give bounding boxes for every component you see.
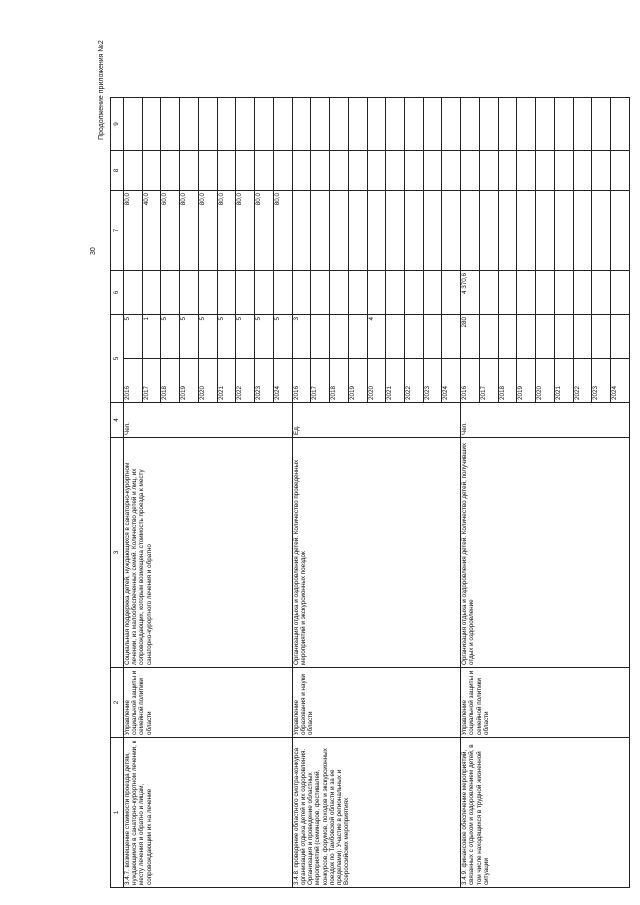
- value-cell: [292, 270, 311, 314]
- value-cell: [386, 190, 405, 270]
- empty-cell: [479, 97, 498, 150]
- table-row: [292, 97, 311, 887]
- appendix-note: Продолжение приложения №2: [98, 40, 105, 140]
- empty-cell: [442, 150, 461, 190]
- value-cell: [536, 314, 555, 358]
- value-cell: 5: [161, 314, 180, 358]
- value-cell: [536, 270, 555, 314]
- value-cell: 5: [236, 314, 255, 358]
- empty-cell: [592, 150, 611, 190]
- value-cell: [330, 314, 349, 358]
- empty-cell: [330, 97, 349, 150]
- value-cell: [573, 314, 592, 358]
- year-cell: 2018: [498, 359, 517, 403]
- empty-cell: [405, 97, 424, 150]
- page-number: 30: [90, 247, 97, 255]
- value-cell: 80,0: [236, 190, 255, 270]
- empty-cell: [255, 97, 274, 150]
- header-cell: 5: [111, 314, 124, 402]
- year-cell: 2019: [517, 359, 536, 403]
- value-cell: 80,0: [180, 190, 199, 270]
- value-cell: [161, 270, 180, 314]
- value-cell: [386, 314, 405, 358]
- empty-cell: [273, 150, 292, 190]
- header-cell: 3: [111, 438, 124, 668]
- year-cell: 2020: [536, 359, 555, 403]
- empty-cell: [386, 150, 405, 190]
- value-cell: 1: [142, 314, 161, 358]
- value-cell: [142, 270, 161, 314]
- empty-cell: [198, 150, 217, 190]
- empty-cell: [536, 97, 555, 150]
- value-cell: [517, 314, 536, 358]
- value-cell: [498, 270, 517, 314]
- year-cell: 2016: [124, 359, 143, 403]
- year-cell: 2023: [255, 359, 274, 403]
- value-cell: [124, 270, 143, 314]
- activity-cell: 3.4.7. возмещение стоимости проезда детям, нуждающимся в санаторно-курортном лечении, к месту лечения и обратно и лицам, сопровождающим их на лечение: [124, 738, 293, 888]
- empty-cell: [423, 97, 442, 150]
- value-cell: [273, 270, 292, 314]
- empty-cell: [217, 97, 236, 150]
- activity-cell: 3.4.8. проведение областного смотра-конкурса организаций отдыха детей и их оздоровления. Организация и проведение областных мероприятий (семинаров, фестивалей, конкурсов, форумов, походов и экскурсионных поездок по Тамбовской области и за ее пределами). Участие в региональных и Всероссийских мероприятиях: [292, 738, 461, 888]
- value-cell: [554, 270, 573, 314]
- empty-cell: [292, 97, 311, 150]
- value-cell: [386, 270, 405, 314]
- empty-cell: [292, 150, 311, 190]
- value-cell: [442, 314, 461, 358]
- value-cell: [442, 270, 461, 314]
- value-cell: [311, 314, 330, 358]
- year-cell: 2024: [611, 359, 630, 403]
- year-cell: 2020: [198, 359, 217, 403]
- empty-cell: [142, 97, 161, 150]
- year-cell: 2024: [273, 359, 292, 403]
- value-cell: 5: [198, 314, 217, 358]
- value-cell: [554, 314, 573, 358]
- empty-cell: [517, 97, 536, 150]
- value-cell: 5: [124, 314, 143, 358]
- empty-cell: [442, 97, 461, 150]
- executor-cell: Управление социальной защиты и семейной политики области: [124, 668, 293, 738]
- indicator-cell: Социальная поддержка детей, нуждающихся в санаторно-курортном лечении, из малообеспеченных семей. Количество детей и лиц, их сопровождающих, которым возмещена стоимость проезда к месту санаторно-курортного лечения и обратно: [124, 438, 293, 668]
- value-cell: [255, 270, 274, 314]
- empty-cell: [554, 150, 573, 190]
- value-cell: [479, 270, 498, 314]
- value-cell: [573, 190, 592, 270]
- value-cell: 5: [217, 314, 236, 358]
- year-cell: 2022: [236, 359, 255, 403]
- header-cell: 4: [111, 403, 124, 438]
- value-cell: [348, 190, 367, 270]
- value-cell: [330, 270, 349, 314]
- value-cell: 80,0: [217, 190, 236, 270]
- executor-cell: Управление социальной защиты и семейной политики области: [461, 668, 630, 738]
- value-cell: 4: [367, 314, 386, 358]
- empty-cell: [311, 97, 330, 150]
- empty-cell: [554, 97, 573, 150]
- value-cell: [330, 190, 349, 270]
- empty-cell: [180, 97, 199, 150]
- empty-cell: [517, 150, 536, 190]
- year-cell: 2021: [554, 359, 573, 403]
- empty-cell: [124, 150, 143, 190]
- value-cell: [348, 314, 367, 358]
- empty-cell: [461, 97, 480, 150]
- value-cell: [311, 190, 330, 270]
- value-cell: [348, 270, 367, 314]
- year-cell: 2020: [367, 359, 386, 403]
- value-cell: [517, 270, 536, 314]
- empty-cell: [161, 150, 180, 190]
- value-cell: [554, 190, 573, 270]
- value-cell: [405, 190, 424, 270]
- program-table: [110, 97, 630, 888]
- value-cell: [367, 190, 386, 270]
- value-cell: [611, 270, 630, 314]
- header-cell: 9: [111, 97, 124, 150]
- year-cell: 2023: [592, 359, 611, 403]
- year-cell: 2017: [479, 359, 498, 403]
- header-row: [111, 97, 124, 887]
- empty-cell: [348, 150, 367, 190]
- value-cell: 5: [180, 314, 199, 358]
- empty-cell: [611, 97, 630, 150]
- value-cell: 40,0: [142, 190, 161, 270]
- value-cell: [479, 314, 498, 358]
- year-cell: 2018: [161, 359, 180, 403]
- value-cell: [592, 314, 611, 358]
- year-cell: 2024: [442, 359, 461, 403]
- value-cell: [461, 190, 480, 270]
- empty-cell: [273, 97, 292, 150]
- executor-cell: Управление образования и науки области: [292, 668, 461, 738]
- year-cell: 2019: [180, 359, 199, 403]
- year-cell: 2019: [348, 359, 367, 403]
- value-cell: [423, 190, 442, 270]
- empty-cell: [330, 150, 349, 190]
- value-cell: [517, 190, 536, 270]
- value-cell: [217, 270, 236, 314]
- empty-cell: [592, 97, 611, 150]
- value-cell: [442, 190, 461, 270]
- empty-cell: [386, 97, 405, 150]
- value-cell: [180, 270, 199, 314]
- value-cell: 80,0: [198, 190, 217, 270]
- value-cell: 280: [461, 314, 480, 358]
- empty-cell: [405, 150, 424, 190]
- empty-cell: [142, 150, 161, 190]
- value-cell: 80,0: [255, 190, 274, 270]
- empty-cell: [180, 150, 199, 190]
- value-cell: [198, 270, 217, 314]
- value-cell: [611, 190, 630, 270]
- empty-cell: [367, 150, 386, 190]
- empty-cell: [573, 150, 592, 190]
- empty-cell: [536, 150, 555, 190]
- empty-cell: [236, 97, 255, 150]
- unit-cell: Чел.: [124, 403, 293, 438]
- value-cell: [311, 270, 330, 314]
- value-cell: [292, 190, 311, 270]
- empty-cell: [498, 150, 517, 190]
- empty-cell: [367, 97, 386, 150]
- value-cell: [536, 190, 555, 270]
- empty-cell: [255, 150, 274, 190]
- value-cell: [405, 314, 424, 358]
- value-cell: 80,0: [273, 190, 292, 270]
- year-cell: 2016: [461, 359, 480, 403]
- value-cell: [611, 314, 630, 358]
- header-cell: 6: [111, 270, 124, 314]
- value-cell: [367, 270, 386, 314]
- value-cell: 60,0: [161, 190, 180, 270]
- year-cell: 2016: [292, 359, 311, 403]
- header-cell: 7: [111, 190, 124, 270]
- year-cell: 2018: [330, 359, 349, 403]
- value-cell: [498, 314, 517, 358]
- empty-cell: [236, 150, 255, 190]
- empty-cell: [611, 150, 630, 190]
- value-cell: 5: [255, 314, 274, 358]
- value-cell: 80,0: [124, 190, 143, 270]
- year-cell: 2021: [386, 359, 405, 403]
- value-cell: [423, 314, 442, 358]
- year-cell: 2022: [573, 359, 592, 403]
- empty-cell: [498, 97, 517, 150]
- empty-cell: [573, 97, 592, 150]
- value-cell: [573, 270, 592, 314]
- value-cell: [423, 270, 442, 314]
- header-cell: 2: [111, 668, 124, 738]
- table-row: [124, 97, 143, 887]
- value-cell: [405, 270, 424, 314]
- empty-cell: [348, 97, 367, 150]
- unit-cell: Чел.: [461, 403, 630, 438]
- year-cell: 2022: [405, 359, 424, 403]
- empty-cell: [311, 150, 330, 190]
- header-cell: 8: [111, 150, 124, 190]
- empty-cell: [124, 97, 143, 150]
- empty-cell: [461, 150, 480, 190]
- year-cell: 2021: [217, 359, 236, 403]
- indicator-cell: Организация отдыха и оздоровления детей. Количество проведенных мероприятий и экскурсионных поездок: [292, 438, 461, 668]
- header-cell: 1: [111, 738, 124, 888]
- value-cell: [236, 270, 255, 314]
- value-cell: 5: [273, 314, 292, 358]
- value-cell: 3: [292, 314, 311, 358]
- value-cell: [479, 190, 498, 270]
- table-row: [461, 97, 480, 887]
- rotated-table-container: [110, 98, 630, 888]
- empty-cell: [161, 97, 180, 150]
- year-cell: 2017: [311, 359, 330, 403]
- year-cell: 2023: [423, 359, 442, 403]
- empty-cell: [217, 150, 236, 190]
- empty-cell: [423, 150, 442, 190]
- value-cell: [498, 190, 517, 270]
- year-cell: 2017: [142, 359, 161, 403]
- unit-cell: Ед.: [292, 403, 461, 438]
- value-cell: [592, 270, 611, 314]
- indicator-cell: Организация отдыха и оздоровления детей. Количество детей, получивших отдых и оздоровление: [461, 438, 630, 668]
- activity-cell: 3.4.9. финансовое обеспечение мероприятий, связанных с отдыхом и оздоровлением детей, в том числе находящихся в трудной жизненной ситуации: [461, 738, 630, 888]
- value-cell: 4 370,6: [461, 270, 480, 314]
- empty-cell: [198, 97, 217, 150]
- empty-cell: [479, 150, 498, 190]
- value-cell: [592, 190, 611, 270]
